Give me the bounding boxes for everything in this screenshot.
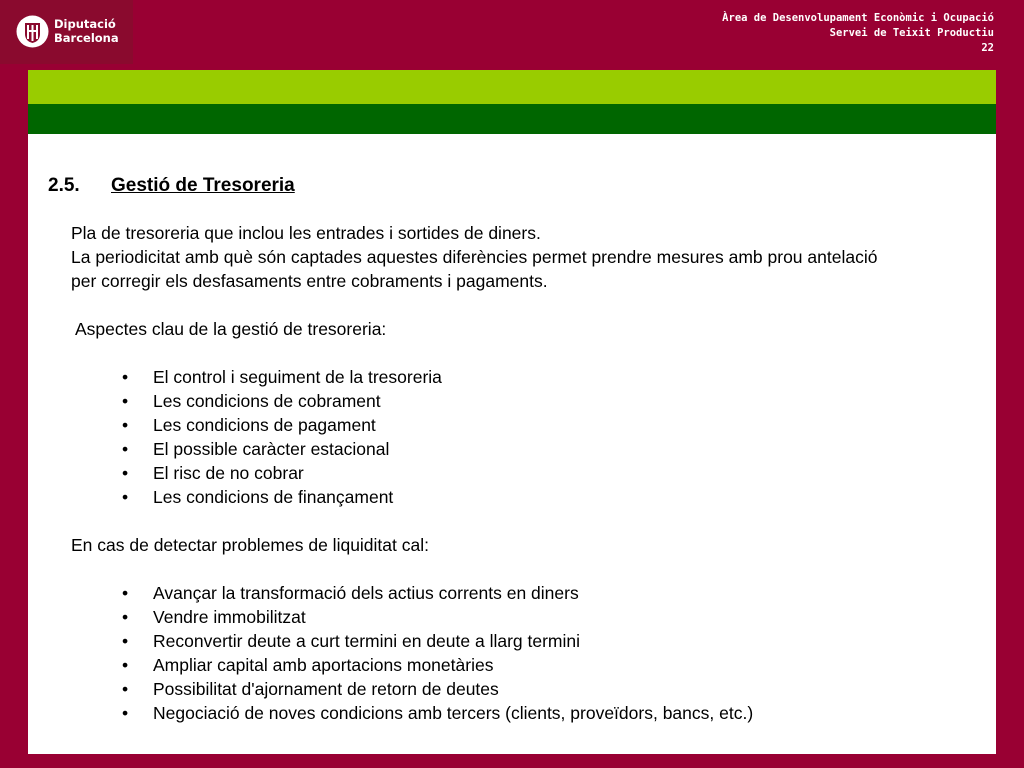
intro-line-3: per corregir els desfasaments entre cobraments i pagaments. xyxy=(71,271,548,291)
logo-line-1: Diputació xyxy=(54,17,116,31)
list-item: • Possibilitat d'ajornament de retorn de deutes xyxy=(71,677,991,701)
header-service: Servei de Teixit Productiu xyxy=(829,27,994,39)
dark-green-bar xyxy=(28,104,996,134)
section-heading xyxy=(48,175,295,197)
intro-line-2: La periodicitat amb què són captades aquestes diferències permet prendre mesures amb prou antelació xyxy=(71,247,878,267)
list-item: • El possible caràcter estacional xyxy=(71,437,991,461)
list-item: • Ampliar capital amb aportacions monetàries xyxy=(71,653,991,677)
shield-emblem-icon xyxy=(16,15,49,48)
header-department: Àrea de Desenvolupament Econòmic i Ocupació xyxy=(722,12,994,24)
aspects-list xyxy=(71,365,991,509)
diputacio-logo xyxy=(0,0,133,64)
list-item: • El control i seguiment de la tresoreria xyxy=(71,365,991,389)
slide-panel xyxy=(28,70,996,754)
logo-text xyxy=(54,17,119,45)
aspects-heading: Aspectes clau de la gestió de tresoreria: xyxy=(75,319,387,339)
header-info xyxy=(722,11,994,56)
logo-line-2: Barcelona xyxy=(54,31,119,45)
list-item: • Negociació de noves condicions amb tercers (clients, proveïdors, bancs, etc.) xyxy=(71,701,991,725)
section-title: Gestió de Tresoreria xyxy=(111,175,295,196)
light-green-bar xyxy=(28,70,996,104)
list-item: • Les condicions de cobrament xyxy=(71,389,991,413)
section-number: 2.5. xyxy=(48,175,80,196)
list-item: • Les condicions de pagament xyxy=(71,413,991,437)
page-number: 22 xyxy=(981,42,994,54)
list-item: • Avançar la transformació dels actius corrents en diners xyxy=(71,581,991,605)
liquidity-heading: En cas de detectar problemes de liquiditat cal: xyxy=(71,535,429,555)
liquidity-list xyxy=(71,581,991,725)
list-item: • Vendre immobilitzat xyxy=(71,605,991,629)
list-item: • Les condicions de finançament xyxy=(71,485,991,509)
slide-body xyxy=(71,221,991,725)
list-item: • Reconvertir deute a curt termini en deute a llarg termini xyxy=(71,629,991,653)
list-item: • El risc de no cobrar xyxy=(71,461,991,485)
intro-line-1: Pla de tresoreria que inclou les entrades i sortides de diners. xyxy=(71,223,541,243)
